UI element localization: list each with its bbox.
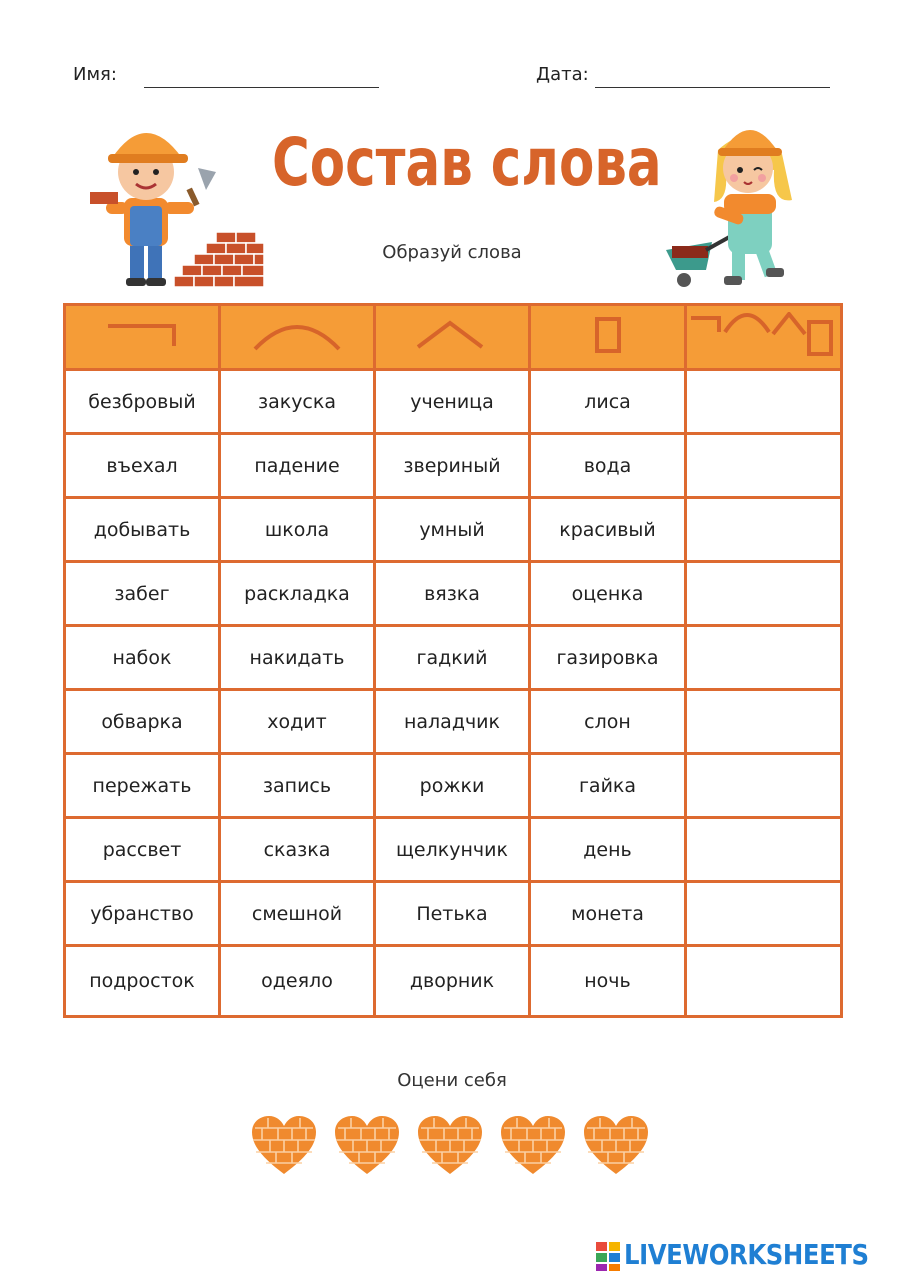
word-cell: гадкий [375, 626, 530, 690]
date-field[interactable] [595, 87, 830, 88]
word-cell: забег [65, 562, 220, 626]
table-row [65, 754, 842, 818]
word-cell: ходит [220, 690, 375, 754]
word-cell: вязка [375, 562, 530, 626]
word-cell: вода [530, 434, 686, 498]
header-cell-prefix [65, 305, 220, 370]
word-cell: дворник [375, 946, 530, 1017]
ending-icon [593, 315, 623, 355]
word-cell: сказка [220, 818, 375, 882]
word-cell: щелкунчик [375, 818, 530, 882]
heart-icon[interactable] [252, 1116, 316, 1174]
word-cell: набок [65, 626, 220, 690]
heart-icon[interactable] [335, 1116, 399, 1174]
answer-cell[interactable] [686, 370, 842, 434]
name-label: Имя: [73, 64, 117, 85]
word-cell: убранство [65, 882, 220, 946]
word-cell: обварка [65, 690, 220, 754]
girl-builder-illustration [662, 110, 812, 292]
heart-icon[interactable] [584, 1116, 648, 1174]
root-icon [249, 317, 345, 353]
answer-cell[interactable] [686, 626, 842, 690]
header-cell-root [220, 305, 375, 370]
answer-cell[interactable] [686, 434, 842, 498]
table-row [65, 946, 842, 1017]
word-cell: оценка [530, 562, 686, 626]
suffix-icon [412, 317, 492, 353]
answer-cell[interactable] [686, 818, 842, 882]
word-cell: Петька [375, 882, 530, 946]
liveworksheets-logo-icon [596, 1240, 622, 1272]
word-cell: слон [530, 690, 686, 754]
word-cell: закуска [220, 370, 375, 434]
word-cell: звериный [375, 434, 530, 498]
table-row [65, 626, 842, 690]
word-cell: рожки [375, 754, 530, 818]
boy-builder-illustration [86, 110, 268, 290]
table-row [65, 818, 842, 882]
table-row [65, 562, 842, 626]
answer-cell[interactable] [686, 882, 842, 946]
header-cell-ending [530, 305, 686, 370]
word-cell: одеяло [220, 946, 375, 1017]
prefix-icon [102, 320, 182, 350]
word-scheme-icon [689, 312, 839, 358]
answer-cell[interactable] [686, 690, 842, 754]
word-cell: раскладка [220, 562, 375, 626]
word-cell: гайка [530, 754, 686, 818]
heart-icon[interactable] [418, 1116, 482, 1174]
subtitle: Образуй слова [382, 242, 522, 263]
word-cell: красивый [530, 498, 686, 562]
word-cell: ночь [530, 946, 686, 1017]
word-cell: подросток [65, 946, 220, 1017]
header-cell-scheme [686, 305, 842, 370]
answer-cell[interactable] [686, 754, 842, 818]
answer-cell[interactable] [686, 498, 842, 562]
self-assessment-label: Оцени себя [397, 1070, 507, 1091]
table-header-row [65, 305, 842, 370]
word-cell: запись [220, 754, 375, 818]
word-cell: рассвет [65, 818, 220, 882]
word-cell: пережать [65, 754, 220, 818]
name-field[interactable] [144, 87, 379, 88]
word-cell: день [530, 818, 686, 882]
word-cell: въехал [65, 434, 220, 498]
word-cell: умный [375, 498, 530, 562]
table-row [65, 370, 842, 434]
answer-cell[interactable] [686, 946, 842, 1017]
word-parts-table [63, 303, 843, 1018]
header-cell-suffix [375, 305, 530, 370]
page-title: Состав слова [272, 124, 662, 201]
brand-text: LIVEWORKSHEETS [624, 1238, 869, 1271]
word-cell: накидать [220, 626, 375, 690]
word-cell: ученица [375, 370, 530, 434]
word-cell: монета [530, 882, 686, 946]
word-cell: безбровый [65, 370, 220, 434]
table-row [65, 434, 842, 498]
word-cell: добывать [65, 498, 220, 562]
table-row [65, 882, 842, 946]
rating-hearts [252, 1116, 652, 1176]
word-cell: падение [220, 434, 375, 498]
answer-cell[interactable] [686, 562, 842, 626]
table-row [65, 690, 842, 754]
word-cell: лиса [530, 370, 686, 434]
date-label: Дата: [536, 64, 589, 85]
word-cell: наладчик [375, 690, 530, 754]
heart-icon[interactable] [501, 1116, 565, 1174]
word-cell: смешной [220, 882, 375, 946]
table-row [65, 498, 842, 562]
word-cell: школа [220, 498, 375, 562]
word-cell: газировка [530, 626, 686, 690]
